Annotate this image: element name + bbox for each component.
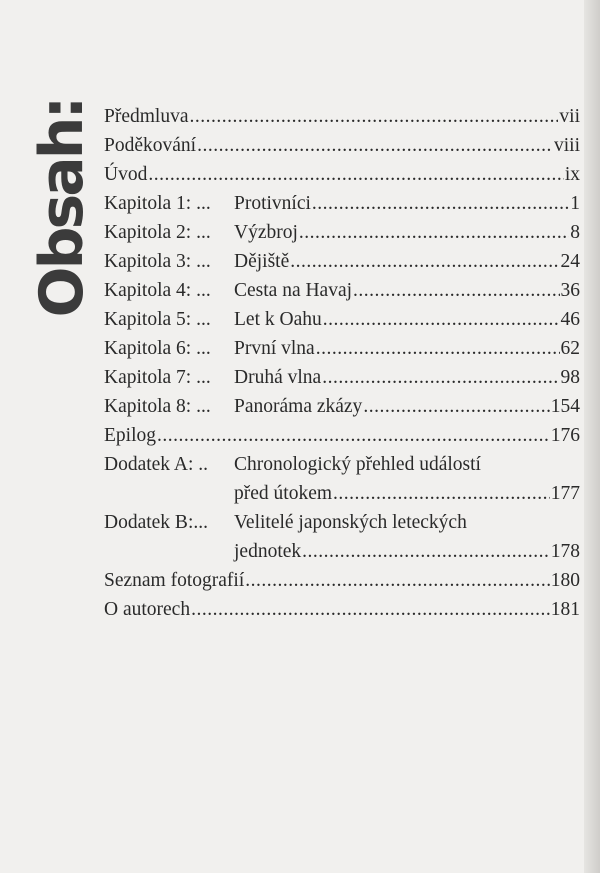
dot-leader (191, 595, 550, 624)
dot-leader (299, 218, 569, 247)
toc-page-number: 180 (550, 570, 580, 591)
dot-leader (333, 479, 550, 508)
toc-entry-label: Epilog (104, 425, 156, 446)
toc-entry-prefix: Kapitola 4: ... (104, 280, 211, 301)
toc-page-number: 177 (550, 483, 580, 504)
dot-leader (197, 131, 553, 160)
dot-leader (290, 247, 559, 276)
toc-entry-label: Výzbroj (234, 222, 298, 243)
dot-leader (302, 537, 550, 566)
toc-page-number: ix (564, 164, 580, 185)
toc-entry-dodatek-a-continued[interactable] (104, 479, 580, 508)
toc-entry-uvod[interactable] (104, 160, 580, 189)
toc-entry-kapitola-5[interactable] (104, 305, 580, 334)
toc-entry-label: Předmluva (104, 106, 189, 127)
toc-entry-kapitola-3[interactable] (104, 247, 580, 276)
toc-entry-label: Panoráma zkázy (234, 396, 363, 417)
toc-entry-prefix: Kapitola 2: ... (104, 222, 211, 243)
dot-leader (316, 334, 560, 363)
toc-page-number: 154 (550, 396, 580, 417)
toc-entry-kapitola-7[interactable] (104, 363, 580, 392)
toc-entry-label: Velitelé japonských leteckých (234, 512, 467, 533)
toc-page-number: 98 (560, 367, 580, 388)
toc-entry-prefix: Kapitola 8: ... (104, 396, 211, 417)
table-of-contents (104, 102, 580, 624)
toc-entry-kapitola-6[interactable] (104, 334, 580, 363)
page-edge-shadow (584, 0, 600, 873)
toc-page-number: 1 (570, 193, 580, 214)
dot-leader (363, 392, 549, 421)
toc-entry-prefix: Kapitola 5: ... (104, 309, 211, 330)
toc-entry-dodatek-a[interactable] (104, 450, 580, 479)
toc-entry-podekovani[interactable] (104, 131, 580, 160)
toc-entry-label: Let k Oahu (234, 309, 322, 330)
toc-entry-kapitola-2[interactable] (104, 218, 580, 247)
toc-page-number: 46 (560, 309, 580, 330)
toc-entry-prefix: Kapitola 6: ... (104, 338, 211, 359)
toc-entry-label: Seznam fotografií (104, 570, 245, 591)
dot-leader (323, 305, 560, 334)
toc-page-number: viii (553, 135, 580, 156)
dot-leader (148, 160, 563, 189)
toc-entry-label: Dějiště (234, 251, 290, 272)
toc-entry-label: První vlna (234, 338, 315, 359)
toc-entry-prefix: Kapitola 3: ... (104, 251, 211, 272)
toc-entry-predmluva[interactable] (104, 102, 580, 131)
toc-page-number: 176 (550, 425, 580, 446)
dot-leader (157, 421, 550, 450)
dot-leader (322, 363, 559, 392)
toc-entry-label: Chronologický přehled událostí (234, 454, 481, 475)
toc-entry-label: Úvod (104, 164, 148, 185)
toc-entry-label-continued: před útokem (234, 483, 333, 504)
toc-entry-epilog[interactable] (104, 421, 580, 450)
toc-entry-kapitola-4[interactable] (104, 276, 580, 305)
toc-entry-prefix: Dodatek B:... (104, 512, 208, 533)
toc-entry-prefix: Kapitola 1: ... (104, 193, 211, 214)
toc-entry-label: O autorech (104, 599, 191, 620)
dot-leader (353, 276, 559, 305)
toc-entry-label: Druhá vlna (234, 367, 322, 388)
toc-page-number: 8 (570, 222, 580, 243)
dot-leader (189, 102, 558, 131)
page-title: Obsah: (27, 98, 97, 318)
toc-page-number: 178 (550, 541, 580, 562)
toc-entry-label: Cesta na Havaj (234, 280, 353, 301)
toc-page-number: 181 (550, 599, 580, 620)
dot-leader (245, 566, 550, 595)
toc-entry-prefix: Kapitola 7: ... (104, 367, 211, 388)
toc-page-number: 36 (560, 280, 580, 301)
toc-page-number: vii (559, 106, 580, 127)
toc-entry-label: Protivníci (234, 193, 311, 214)
toc-entry-label: Poděkování (104, 135, 197, 156)
toc-entry-prefix: Dodatek A: .. (104, 454, 208, 475)
toc-entry-o-autorech[interactable] (104, 595, 580, 624)
toc-entry-dodatek-b[interactable] (104, 508, 580, 537)
toc-entry-kapitola-8[interactable] (104, 392, 580, 421)
toc-page-number: 24 (560, 251, 580, 272)
toc-entry-kapitola-1[interactable] (104, 189, 580, 218)
toc-entry-seznam-fotografii[interactable] (104, 566, 580, 595)
dot-leader (312, 189, 569, 218)
toc-page-number: 62 (560, 338, 580, 359)
toc-entry-label-continued: jednotek (234, 541, 302, 562)
toc-entry-dodatek-b-continued[interactable] (104, 537, 580, 566)
